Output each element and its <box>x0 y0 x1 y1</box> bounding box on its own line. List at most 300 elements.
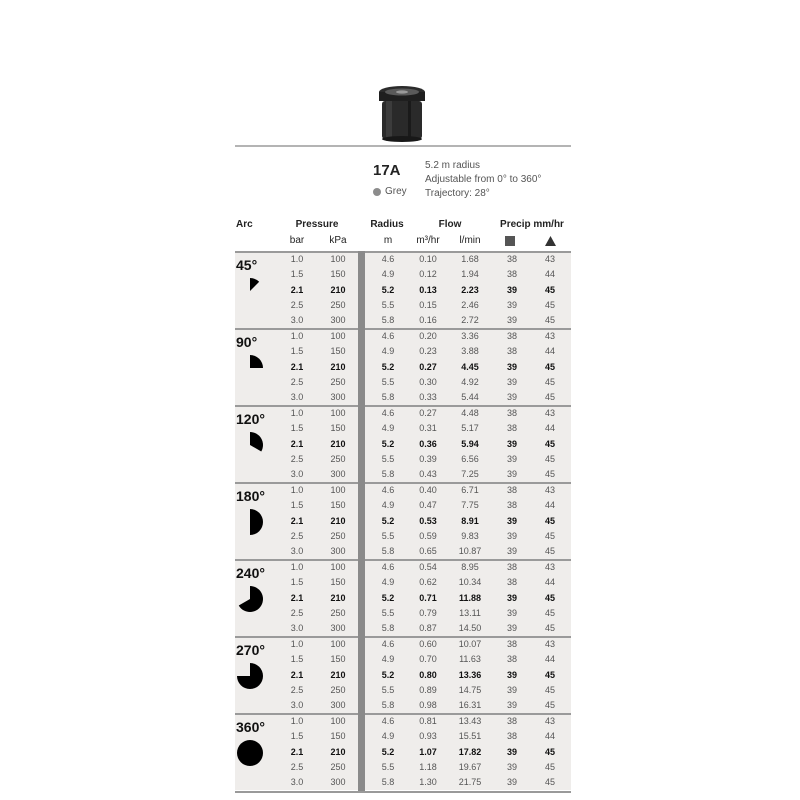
cell-precip-square: 39 <box>506 376 518 387</box>
cell-pressure-kpa: 300 <box>330 777 346 788</box>
cell-radius: 4.6 <box>381 485 395 495</box>
cell-flow-m3hr: 0.70 <box>419 654 437 665</box>
cell-flow-m3hr: 0.43 <box>419 469 437 480</box>
cell-pressure-bar: 1.5 <box>290 577 304 588</box>
cell-flow-m3hr: 0.47 <box>419 500 437 511</box>
square-icon <box>505 236 515 246</box>
cell-pressure-kpa: 100 <box>330 254 346 264</box>
cell-flow-m3hr: 0.33 <box>419 392 437 403</box>
cell-radius: 5.2 <box>381 361 395 372</box>
header-pressure: Pressure <box>295 219 339 230</box>
spec-radius: 5.2 m radius <box>425 160 481 171</box>
cell-pressure-kpa: 250 <box>330 376 346 387</box>
cell-flow-m3hr: 0.62 <box>419 577 437 588</box>
cell-precip-triangle: 45 <box>544 592 556 603</box>
cell-flow-lmin: 2.23 <box>461 284 479 295</box>
cell-flow-lmin: 4.45 <box>461 361 479 372</box>
group-rule <box>235 636 571 638</box>
cell-radius: 4.6 <box>381 254 395 264</box>
cell-pressure-bar: 2.1 <box>290 669 304 680</box>
header-rule <box>235 145 571 147</box>
color-name: Grey <box>385 186 407 197</box>
cell-radius: 4.9 <box>381 346 395 357</box>
cell-pressure-kpa: 150 <box>330 500 346 511</box>
cell-radius: 4.6 <box>381 716 395 726</box>
cell-radius: 4.9 <box>381 577 395 588</box>
unit-m3hr: m³/hr <box>416 235 440 246</box>
cell-flow-lmin: 16.31 <box>458 700 482 711</box>
cell-flow-m3hr: 0.53 <box>419 515 437 526</box>
arc-sector-icon <box>237 278 263 304</box>
arc-group <box>235 636 571 713</box>
model-code: 17A <box>373 162 401 179</box>
cell-pressure-kpa: 100 <box>330 562 346 572</box>
cell-radius: 5.5 <box>381 530 395 541</box>
cell-radius: 5.2 <box>381 669 395 680</box>
cell-precip-square: 38 <box>506 639 518 649</box>
cell-flow-m3hr: 0.15 <box>419 299 437 310</box>
cell-precip-square: 38 <box>506 485 518 495</box>
cell-pressure-bar: 2.5 <box>290 684 304 695</box>
group-rule <box>235 328 571 330</box>
arc-label: 45° <box>236 257 258 273</box>
unit-kpa: kPa <box>329 235 347 246</box>
cell-precip-triangle: 43 <box>544 408 556 418</box>
cell-radius: 5.8 <box>381 546 395 557</box>
cell-precip-square: 38 <box>506 423 518 434</box>
cell-precip-triangle: 44 <box>544 731 556 742</box>
cell-precip-triangle: 44 <box>544 500 556 511</box>
cell-pressure-kpa: 150 <box>330 346 346 357</box>
cell-radius: 4.9 <box>381 654 395 665</box>
group-band <box>235 713 571 790</box>
arc-sector-icon <box>237 586 263 612</box>
cell-flow-lmin: 3.88 <box>461 346 479 357</box>
cell-pressure-kpa: 150 <box>330 577 346 588</box>
cell-flow-lmin: 7.75 <box>461 500 479 511</box>
cell-flow-lmin: 5.17 <box>461 423 479 434</box>
cell-radius: 5.5 <box>381 299 395 310</box>
grey-color-dot-icon <box>373 188 381 196</box>
cell-pressure-kpa: 210 <box>330 284 346 295</box>
cell-pressure-bar: 1.5 <box>290 269 304 280</box>
cell-precip-triangle: 45 <box>544 284 556 295</box>
group-band <box>235 328 571 405</box>
cell-flow-m3hr: 0.23 <box>419 346 437 357</box>
cell-radius: 4.9 <box>381 423 395 434</box>
arc-group <box>235 328 571 405</box>
cell-flow-m3hr: 0.98 <box>419 700 437 711</box>
cell-flow-lmin: 1.68 <box>461 254 479 264</box>
cell-pressure-bar: 3.0 <box>290 392 304 403</box>
cell-pressure-kpa: 250 <box>330 761 346 772</box>
arc-group <box>235 559 571 636</box>
arc-label: 120° <box>236 411 265 427</box>
arc-group <box>235 713 571 790</box>
cell-precip-triangle: 45 <box>544 546 556 557</box>
cell-precip-triangle: 45 <box>544 392 556 403</box>
cell-precip-triangle: 44 <box>544 269 556 280</box>
cell-pressure-kpa: 210 <box>330 592 346 603</box>
cell-flow-lmin: 13.11 <box>459 607 481 618</box>
cell-flow-lmin: 1.94 <box>461 269 479 280</box>
cell-flow-lmin: 4.92 <box>461 376 479 387</box>
cell-flow-m3hr: 0.60 <box>419 639 437 649</box>
cell-radius: 5.8 <box>381 623 395 634</box>
group-band <box>235 405 571 482</box>
cell-precip-square: 38 <box>506 269 518 280</box>
group-rule <box>235 405 571 407</box>
cell-radius: 5.5 <box>381 376 395 387</box>
cell-precip-triangle: 43 <box>544 716 556 726</box>
cell-flow-lmin: 5.44 <box>461 392 479 403</box>
cell-flow-lmin: 3.36 <box>461 331 479 341</box>
column-divider <box>358 251 365 792</box>
cell-precip-square: 38 <box>506 500 518 511</box>
cell-pressure-bar: 3.0 <box>290 777 304 788</box>
cell-flow-lmin: 10.87 <box>458 546 482 557</box>
cell-pressure-bar: 2.5 <box>290 607 304 618</box>
cell-precip-square: 39 <box>506 284 518 295</box>
cell-precip-triangle: 45 <box>544 438 556 449</box>
cell-pressure-kpa: 300 <box>330 700 346 711</box>
cell-pressure-bar: 2.5 <box>290 761 304 772</box>
arc-sector-icon <box>237 432 263 458</box>
triangle-icon <box>545 236 556 246</box>
cell-flow-lmin: 17.82 <box>458 746 482 757</box>
cell-precip-square: 39 <box>506 700 518 711</box>
cell-radius: 5.8 <box>381 392 395 403</box>
cell-radius: 5.5 <box>381 607 395 618</box>
cell-pressure-bar: 3.0 <box>290 700 304 711</box>
cell-precip-square: 39 <box>506 361 518 372</box>
table-bottom-rule <box>235 791 571 793</box>
cell-pressure-kpa: 100 <box>330 408 346 418</box>
cell-flow-m3hr: 0.54 <box>419 562 437 572</box>
cell-precip-triangle: 44 <box>544 423 556 434</box>
cell-flow-lmin: 14.50 <box>458 623 482 634</box>
cell-flow-lmin: 6.56 <box>461 453 479 464</box>
header-arc: Arc <box>236 219 253 230</box>
cell-pressure-bar: 2.5 <box>290 453 304 464</box>
unit-bar: bar <box>289 235 305 246</box>
cell-pressure-kpa: 300 <box>330 546 346 557</box>
cell-precip-triangle: 44 <box>544 346 556 357</box>
cell-flow-m3hr: 0.39 <box>419 453 437 464</box>
cell-pressure-bar: 2.1 <box>290 284 304 295</box>
cell-precip-square: 38 <box>506 562 518 572</box>
nozzle-image <box>372 82 432 142</box>
cell-precip-triangle: 45 <box>544 684 556 695</box>
arc-group <box>235 251 571 328</box>
cell-flow-m3hr: 0.80 <box>419 669 437 680</box>
cell-pressure-bar: 1.5 <box>290 423 304 434</box>
cell-radius: 4.6 <box>381 331 395 341</box>
cell-pressure-bar: 1.5 <box>290 731 304 742</box>
cell-pressure-bar: 1.5 <box>290 500 304 511</box>
cell-flow-lmin: 4.48 <box>461 408 479 418</box>
cell-precip-square: 38 <box>506 331 518 341</box>
group-band <box>235 251 571 328</box>
cell-pressure-kpa: 100 <box>330 716 346 726</box>
cell-flow-lmin: 14.75 <box>458 684 482 695</box>
cell-precip-triangle: 44 <box>544 577 556 588</box>
cell-pressure-kpa: 210 <box>330 669 346 680</box>
cell-precip-square: 39 <box>506 299 518 310</box>
cell-pressure-bar: 1.5 <box>290 654 304 665</box>
cell-pressure-kpa: 250 <box>330 607 346 618</box>
cell-radius: 4.9 <box>381 731 395 742</box>
cell-precip-triangle: 45 <box>544 299 556 310</box>
cell-radius: 5.5 <box>381 761 395 772</box>
cell-flow-lmin: 21.75 <box>458 777 482 788</box>
cell-precip-square: 38 <box>506 577 518 588</box>
cell-flow-m3hr: 0.81 <box>419 716 437 726</box>
cell-pressure-bar: 2.1 <box>290 746 304 757</box>
cell-flow-lmin: 11.88 <box>458 592 482 603</box>
cell-radius: 5.2 <box>381 284 395 295</box>
cell-precip-square: 39 <box>506 607 518 618</box>
cell-pressure-kpa: 150 <box>330 731 346 742</box>
cell-precip-square: 38 <box>506 408 518 418</box>
arc-sector-icon <box>237 740 263 766</box>
arc-label: 270° <box>236 642 265 658</box>
cell-precip-square: 39 <box>506 392 518 403</box>
color-indicator <box>373 186 407 197</box>
cell-pressure-kpa: 210 <box>330 438 346 449</box>
cell-flow-lmin: 2.72 <box>461 315 479 326</box>
cell-precip-triangle: 45 <box>544 623 556 634</box>
cell-precip-triangle: 44 <box>544 654 556 665</box>
cell-precip-square: 39 <box>506 469 518 480</box>
cell-pressure-bar: 1.0 <box>290 408 304 418</box>
cell-flow-m3hr: 0.27 <box>419 408 437 418</box>
cell-flow-m3hr: 0.93 <box>419 731 437 742</box>
cell-flow-lmin: 10.07 <box>458 639 482 649</box>
cell-precip-square: 38 <box>506 254 518 264</box>
cell-precip-square: 38 <box>506 654 518 665</box>
cell-precip-triangle: 45 <box>544 376 556 387</box>
arc-sector-icon <box>237 663 263 689</box>
cell-flow-m3hr: 0.89 <box>419 684 437 695</box>
cell-precip-triangle: 45 <box>544 453 556 464</box>
cell-radius: 5.5 <box>381 684 395 695</box>
cell-radius: 5.5 <box>381 453 395 464</box>
arc-group <box>235 405 571 482</box>
cell-precip-square: 39 <box>506 777 518 788</box>
cell-flow-m3hr: 0.31 <box>419 423 437 434</box>
cell-flow-m3hr: 0.27 <box>419 361 437 372</box>
cell-precip-square: 39 <box>506 746 518 757</box>
cell-flow-lmin: 10.34 <box>458 577 482 588</box>
cell-pressure-bar: 2.1 <box>290 361 304 372</box>
cell-precip-square: 39 <box>506 592 518 603</box>
cell-flow-m3hr: 0.79 <box>419 607 437 618</box>
cell-precip-triangle: 43 <box>544 331 556 341</box>
cell-radius: 4.6 <box>381 562 395 572</box>
group-rule <box>235 482 571 484</box>
cell-precip-square: 39 <box>506 515 518 526</box>
cell-precip-triangle: 43 <box>544 254 556 264</box>
cell-pressure-kpa: 250 <box>330 530 346 541</box>
cell-pressure-bar: 2.5 <box>290 376 304 387</box>
spec-trajectory: Trajectory: 28° <box>425 188 490 199</box>
cell-pressure-kpa: 250 <box>330 453 346 464</box>
cell-flow-m3hr: 1.18 <box>419 761 437 772</box>
cell-flow-lmin: 7.25 <box>461 469 479 480</box>
cell-pressure-kpa: 210 <box>330 515 346 526</box>
cell-precip-square: 39 <box>506 669 518 680</box>
cell-precip-square: 39 <box>506 530 518 541</box>
arc-label: 240° <box>236 565 265 581</box>
cell-pressure-kpa: 300 <box>330 623 346 634</box>
cell-flow-lmin: 19.67 <box>458 761 482 772</box>
cell-pressure-kpa: 300 <box>330 315 346 326</box>
cell-precip-square: 38 <box>506 346 518 357</box>
cell-radius: 5.2 <box>381 438 395 449</box>
cell-pressure-kpa: 300 <box>330 392 346 403</box>
cell-pressure-bar: 2.1 <box>290 438 304 449</box>
group-band <box>235 482 571 559</box>
cell-precip-square: 39 <box>506 315 518 326</box>
cell-radius: 5.8 <box>381 777 395 788</box>
cell-flow-m3hr: 1.07 <box>419 746 437 757</box>
cell-flow-m3hr: 0.16 <box>419 315 437 326</box>
arc-sector-icon <box>237 509 263 535</box>
cell-precip-triangle: 45 <box>544 469 556 480</box>
cell-flow-m3hr: 1.30 <box>419 777 437 788</box>
cell-pressure-bar: 1.0 <box>290 254 304 264</box>
cell-pressure-bar: 2.5 <box>290 530 304 541</box>
header-radius: Radius <box>370 219 404 230</box>
group-band <box>235 559 571 636</box>
unit-m: m <box>383 235 393 246</box>
arc-group <box>235 482 571 559</box>
cell-pressure-kpa: 250 <box>330 684 346 695</box>
cell-flow-m3hr: 0.71 <box>419 592 437 603</box>
cell-pressure-bar: 1.0 <box>290 716 304 726</box>
cell-pressure-kpa: 100 <box>330 485 346 495</box>
group-rule <box>235 713 571 715</box>
cell-precip-square: 39 <box>506 761 518 772</box>
cell-flow-m3hr: 0.12 <box>419 269 437 280</box>
cell-pressure-bar: 1.5 <box>290 346 304 357</box>
cell-flow-lmin: 5.94 <box>461 438 479 449</box>
cell-radius: 4.6 <box>381 639 395 649</box>
cell-precip-triangle: 45 <box>544 361 556 372</box>
group-band <box>235 636 571 713</box>
cell-precip-triangle: 45 <box>544 530 556 541</box>
cell-pressure-bar: 3.0 <box>290 315 304 326</box>
cell-pressure-bar: 2.1 <box>290 515 304 526</box>
cell-precip-square: 39 <box>506 453 518 464</box>
cell-precip-triangle: 43 <box>544 639 556 649</box>
cell-radius: 5.2 <box>381 515 395 526</box>
cell-precip-triangle: 45 <box>544 515 556 526</box>
cell-pressure-bar: 3.0 <box>290 546 304 557</box>
cell-radius: 5.2 <box>381 592 395 603</box>
arc-label: 90° <box>236 334 258 350</box>
cell-pressure-kpa: 100 <box>330 639 346 649</box>
cell-flow-m3hr: 0.87 <box>419 623 437 634</box>
cell-pressure-bar: 2.5 <box>290 299 304 310</box>
cell-precip-square: 38 <box>506 731 518 742</box>
cell-pressure-bar: 3.0 <box>290 469 304 480</box>
cell-radius: 5.2 <box>381 746 395 757</box>
cell-precip-triangle: 43 <box>544 485 556 495</box>
cell-pressure-kpa: 250 <box>330 299 346 310</box>
cell-flow-m3hr: 0.10 <box>419 254 437 264</box>
cell-flow-lmin: 11.63 <box>459 654 481 665</box>
arc-sector-icon <box>237 355 263 381</box>
cell-flow-m3hr: 0.36 <box>419 438 437 449</box>
cell-radius: 4.9 <box>381 500 395 511</box>
spec-adjustable: Adjustable from 0° to 360° <box>425 174 542 185</box>
cell-radius: 5.8 <box>381 469 395 480</box>
cell-pressure-bar: 1.0 <box>290 639 304 649</box>
cell-precip-square: 39 <box>506 438 518 449</box>
cell-precip-triangle: 45 <box>544 700 556 711</box>
cell-precip-square: 38 <box>506 716 518 726</box>
cell-flow-m3hr: 0.59 <box>419 530 437 541</box>
cell-radius: 5.8 <box>381 315 395 326</box>
cell-flow-lmin: 2.46 <box>461 299 479 310</box>
cell-flow-lmin: 15.51 <box>458 731 482 742</box>
cell-pressure-kpa: 100 <box>330 331 346 341</box>
cell-pressure-kpa: 150 <box>330 654 346 665</box>
cell-pressure-bar: 3.0 <box>290 623 304 634</box>
cell-flow-m3hr: 0.40 <box>419 485 437 495</box>
cell-pressure-bar: 1.0 <box>290 485 304 495</box>
cell-precip-triangle: 45 <box>544 761 556 772</box>
cell-pressure-bar: 1.0 <box>290 331 304 341</box>
cell-precip-triangle: 45 <box>544 607 556 618</box>
cell-pressure-kpa: 150 <box>330 423 346 434</box>
cell-flow-m3hr: 0.65 <box>419 546 437 557</box>
arc-label: 360° <box>236 719 265 735</box>
cell-flow-lmin: 9.83 <box>461 530 479 541</box>
cell-pressure-bar: 2.1 <box>290 592 304 603</box>
cell-precip-square: 39 <box>506 623 518 634</box>
cell-precip-triangle: 45 <box>544 315 556 326</box>
header-flow: Flow <box>438 219 462 230</box>
cell-flow-lmin: 8.91 <box>461 515 479 526</box>
cell-precip-triangle: 43 <box>544 562 556 572</box>
cell-precip-square: 39 <box>506 546 518 557</box>
cell-flow-m3hr: 0.13 <box>419 284 437 295</box>
arc-label: 180° <box>236 488 265 504</box>
group-rule <box>235 559 571 561</box>
cell-pressure-kpa: 300 <box>330 469 346 480</box>
group-rule <box>235 251 571 253</box>
cell-precip-triangle: 45 <box>544 777 556 788</box>
cell-pressure-kpa: 150 <box>330 269 346 280</box>
unit-lmin: l/min <box>459 235 481 246</box>
cell-flow-m3hr: 0.20 <box>419 331 437 341</box>
cell-radius: 4.9 <box>381 269 395 280</box>
cell-flow-m3hr: 0.30 <box>419 376 437 387</box>
cell-pressure-bar: 1.0 <box>290 562 304 572</box>
cell-pressure-kpa: 210 <box>330 746 346 757</box>
cell-flow-lmin: 13.36 <box>458 669 482 680</box>
cell-precip-triangle: 45 <box>544 669 556 680</box>
cell-flow-lmin: 13.43 <box>458 716 482 726</box>
cell-precip-square: 39 <box>506 684 518 695</box>
cell-radius: 5.8 <box>381 700 395 711</box>
cell-radius: 4.6 <box>381 408 395 418</box>
header-precip: Precip mm/hr <box>500 219 564 230</box>
cell-precip-triangle: 45 <box>544 746 556 757</box>
